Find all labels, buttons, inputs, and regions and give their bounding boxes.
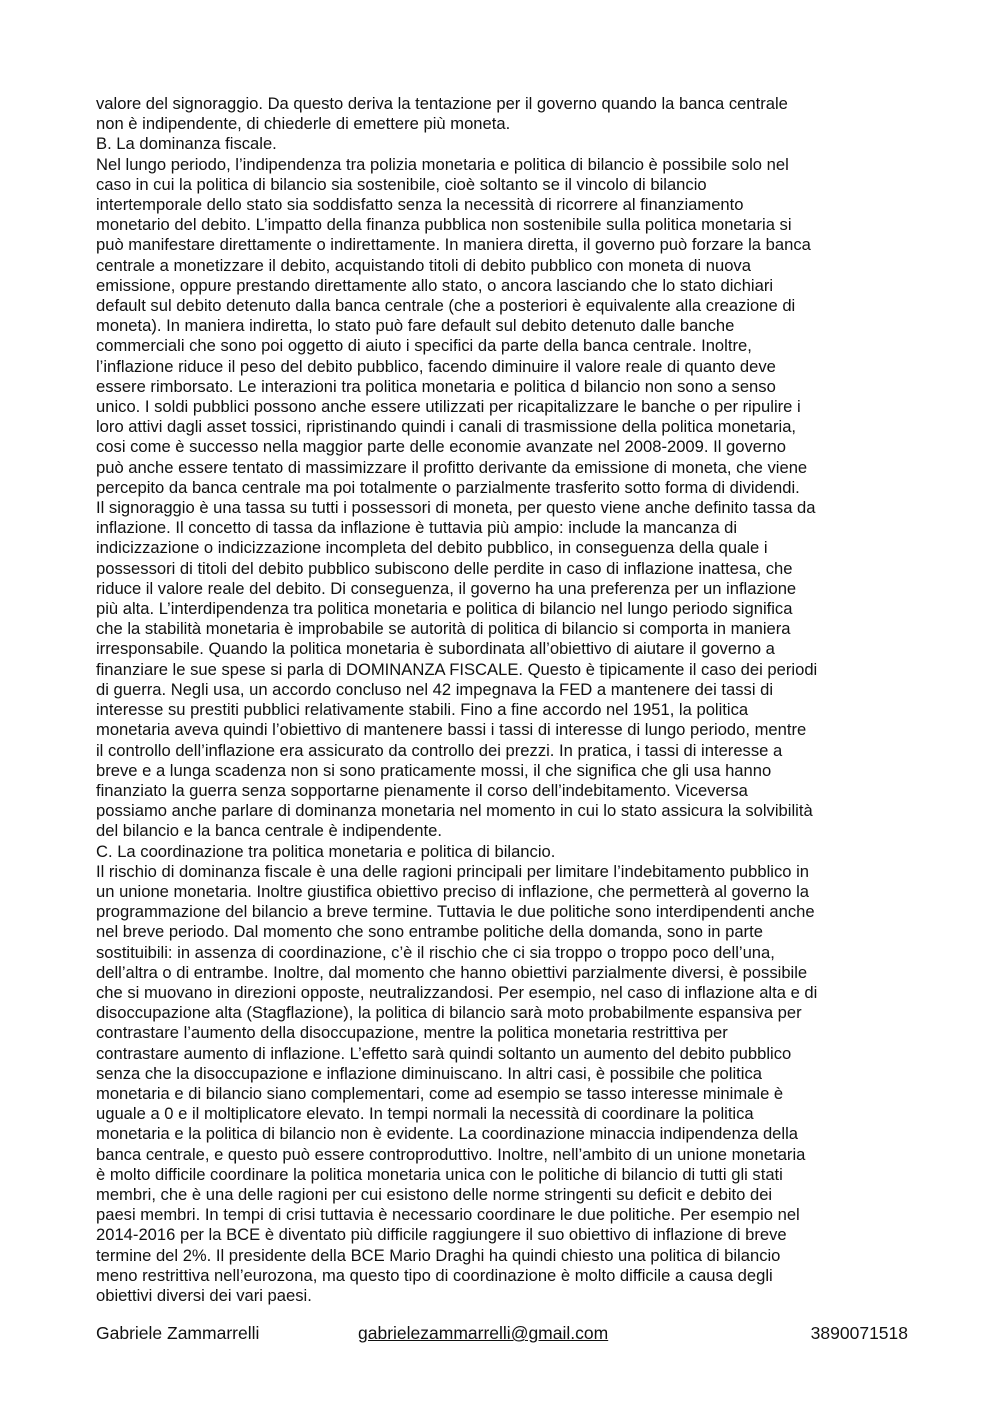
text-line: monetaria e la politica di bilancio non è evidente. La coordinazione minaccia indipendenza della: [96, 1124, 799, 1144]
text-line: che la stabilità monetaria è improbabile se autorità di politica di bilancio si comporta in maniera: [96, 619, 791, 639]
text-line: monetaria aveva quindi l’obiettivo di mantenere bassi i tassi di interesse di lungo periodo, mentre: [96, 720, 807, 740]
text-line: banca centrale, e questo può essere controproduttivo. Inoltre, nell’ambito di un unione monetaria: [96, 1144, 806, 1164]
text-line: finanziare le sue spese si parla di DOMINANZA FISCALE. Questo è tipicamente il caso dei periodi: [96, 659, 818, 679]
text-line: l’inflazione riduce il peso del debito pubblico, facendo diminuire il valore reale di quanto deve: [96, 356, 776, 376]
text-line: il controllo dell’inflazione era assicurato da controllo dei prezzi. In pratica, i tassi di interesse a: [96, 740, 783, 760]
text-line: unico. I soldi pubblici possono anche essere utilizzati per ricapitalizzare le banche o per ripulire i: [96, 397, 801, 417]
text-line: monetario del debito. L’impatto della finanza pubblica non sostenibile sulla politica monetaria si: [96, 215, 792, 235]
text-line: obiettivi diversi dei vari paesi.: [96, 1285, 312, 1305]
text-line: cosi come è successo nella maggior parte delle economie avanzate nel 2008-2009. Il governo: [96, 437, 786, 457]
text-line: un unione monetaria. Inoltre giustifica obiettivo preciso di inflazione, che permetterà al governo la: [96, 881, 810, 901]
text-line: indicizzazione o indicizzazione incompleta del debito pubblico, in conseguenza della quale i: [96, 538, 768, 558]
text-line: contrastare aumento di inflazione. L’effetto sarà quindi soltanto un aumento del debito pubblico: [96, 1043, 792, 1063]
text-line: 2014-2016 per la BCE è diventato più difficile raggiungere il suo obiettivo di inflazione di breve: [96, 1225, 787, 1245]
text-line: dell’altra o di entrambe. Inoltre, dal momento che hanno obiettivi parzialmente diversi, è possibile: [96, 962, 808, 982]
text-line: nel breve periodo. Dal momento che sono entrambe politiche della domanda, sono in parte: [96, 922, 763, 942]
text-line: percepito da banca centrale ma poi totalmente o parzialmente trasferito sotto forma di dividendi.: [96, 477, 800, 497]
text-line: senza che la disoccupazione e inflazione diminuiscano. In altri casi, è possibile che politica: [96, 1063, 762, 1083]
document-body: [96, 94, 908, 1306]
text-line: può manifestare direttamente o indirettamente. In maniera diretta, il governo può forzare la banca: [96, 235, 811, 255]
text-line: irresponsabile. Quando la politica monetaria è subordinata all’obiettivo di aiutare il governo a: [96, 639, 775, 659]
author-name: Gabriele Zammarrelli: [96, 1323, 260, 1343]
text-line: termine del 2%. Il presidente della BCE Mario Draghi ha quindi chiesto una politica di bilancio: [96, 1245, 781, 1265]
author-phone: 3890071518: [810, 1323, 908, 1343]
text-line: possessori di titoli del debito pubblico subiscono delle perdite in caso di inflazione inattesa, che: [96, 558, 793, 578]
text-line: sostituibili: in assenza di coordinazione, c’è il rischio che ci sia troppo o troppo poco dell’una,: [96, 942, 775, 962]
text-line: default sul debito detenuto dalla banca centrale (che a posteriori è equivalente alla creazione di: [96, 296, 796, 316]
text-line: di guerra. Negli usa, un accordo concluso nel 42 impegnava la FED a mantenere dei tassi di: [96, 679, 774, 699]
text-line: Il signoraggio è una tassa su tutti i possessori di moneta, per questo viene anche definito tassa da: [96, 498, 816, 518]
text-line: contrastare l’aumento della disoccupazione, mentre la politica monetaria restrittiva per: [96, 1023, 728, 1043]
text-line: essere rimborsato. Le interazioni tra politica monetaria e politica d bilancio non sono a senso: [96, 376, 776, 396]
text-line: emissione, oppure prestando direttamente allo stato, o ancora lasciando che lo stato dichiari: [96, 275, 774, 295]
text-line: centrale a monetizzare il debito, acquistando titoli di debito pubblico con moneta di nuova: [96, 255, 751, 275]
text-line: caso in cui la politica di bilancio sia sostenibile, cioè soltanto se il vincolo di bilancio: [96, 174, 707, 194]
author-email-link[interactable]: gabrielezammarrelli@gmail.com: [358, 1323, 609, 1343]
text-line: paesi membri. In tempi di crisi tuttavia è necessario coordinare le due politiche. Per esempio nel: [96, 1205, 800, 1225]
text-line: che si muovano in direzioni opposte, neutralizzandosi. Per esempio, nel caso di inflazione alta e di: [96, 982, 818, 1002]
text-line: non è indipendente, di chiederle di emettere più moneta.: [96, 114, 511, 134]
text-line: programmazione del bilancio a breve termine. Tuttavia le due politiche sono interdipendenti anche: [96, 902, 815, 922]
text-line: uguale a 0 e il moltiplicatore elevato. In tempi normali la necessità di coordinare la politica: [96, 1104, 754, 1124]
text-line: breve e a lunga scadenza non si sono praticamente mossi, il che significa che gli usa hanno: [96, 760, 772, 780]
text-line: B. La dominanza fiscale.: [96, 134, 277, 154]
text-line: moneta). In maniera indiretta, lo stato può fare default sul debito detenuto dalle banche: [96, 316, 735, 336]
text-line: commerciali che sono poi oggetto di aiuto i specifici da parte della banca centrale. Inoltre,: [96, 336, 752, 356]
page-footer: [96, 1322, 908, 1346]
text-line: finanziato la guerra senza sopportarne pienamente il corso dell’indebitamento. Viceversa: [96, 780, 748, 800]
text-line: inflazione. Il concetto di tassa da inflazione è tuttavia più ampio: include la mancanza di: [96, 518, 738, 538]
text-line: meno restrittiva nell’eurozona, ma questo tipo di coordinazione è molto difficile a causa degli: [96, 1265, 773, 1285]
text-line: intertemporale dello stato sia soddisfatto senza la necessità di ricorrere al finanziamento: [96, 195, 744, 215]
text-line: monetaria e di bilancio siano complementari, come ad esempio se tasso interesse minimale è: [96, 1083, 784, 1103]
text-line: loro attivi dagli asset tossici, ripristinando quindi i canali di trasmissione della politica monetaria,: [96, 417, 797, 437]
text-line: più alta. L’interdipendenza tra politica monetaria e politica di bilancio nel lungo periodo significa: [96, 599, 793, 619]
text-line: interesse su prestiti pubblici relativamente stabili. Fino a fine accordo nel 1951, la politica: [96, 700, 749, 720]
text-line: C. La coordinazione tra politica monetaria e politica di bilancio.: [96, 841, 556, 861]
text-line: riduce il valore reale del debito. Di conseguenza, il governo ha una preferenza per un inflazione: [96, 578, 797, 598]
text-line: Nel lungo periodo, l’indipendenza tra polizia monetaria e politica di bilancio è possibile solo nel: [96, 154, 789, 174]
text-line: può anche essere tentato di massimizzare il profitto derivante da emissione di moneta, che viene: [96, 457, 808, 477]
text-line: Il rischio di dominanza fiscale è una delle ragioni principali per limitare l’indebitamento pubblico in: [96, 861, 809, 881]
text-line: valore del signoraggio. Da questo deriva la tentazione per il governo quando la banca centrale: [96, 94, 788, 113]
text-line: membri, che è una delle ragioni per cui esistono delle norme stringenti su deficit e debito dei: [96, 1184, 773, 1204]
text-line: disoccupazione alta (Stagflazione), la politica di bilancio sarà moto probabilmente espansiva per: [96, 1003, 802, 1023]
text-line: del bilancio e la banca centrale è indipendente.: [96, 821, 442, 841]
text-line: è molto difficile coordinare la politica monetaria unica con le politiche di bilancio di tutti gli stati: [96, 1164, 783, 1184]
text-line: possiamo anche parlare di dominanza monetaria nel momento in cui lo stato assicura la solvibilità: [96, 801, 813, 821]
